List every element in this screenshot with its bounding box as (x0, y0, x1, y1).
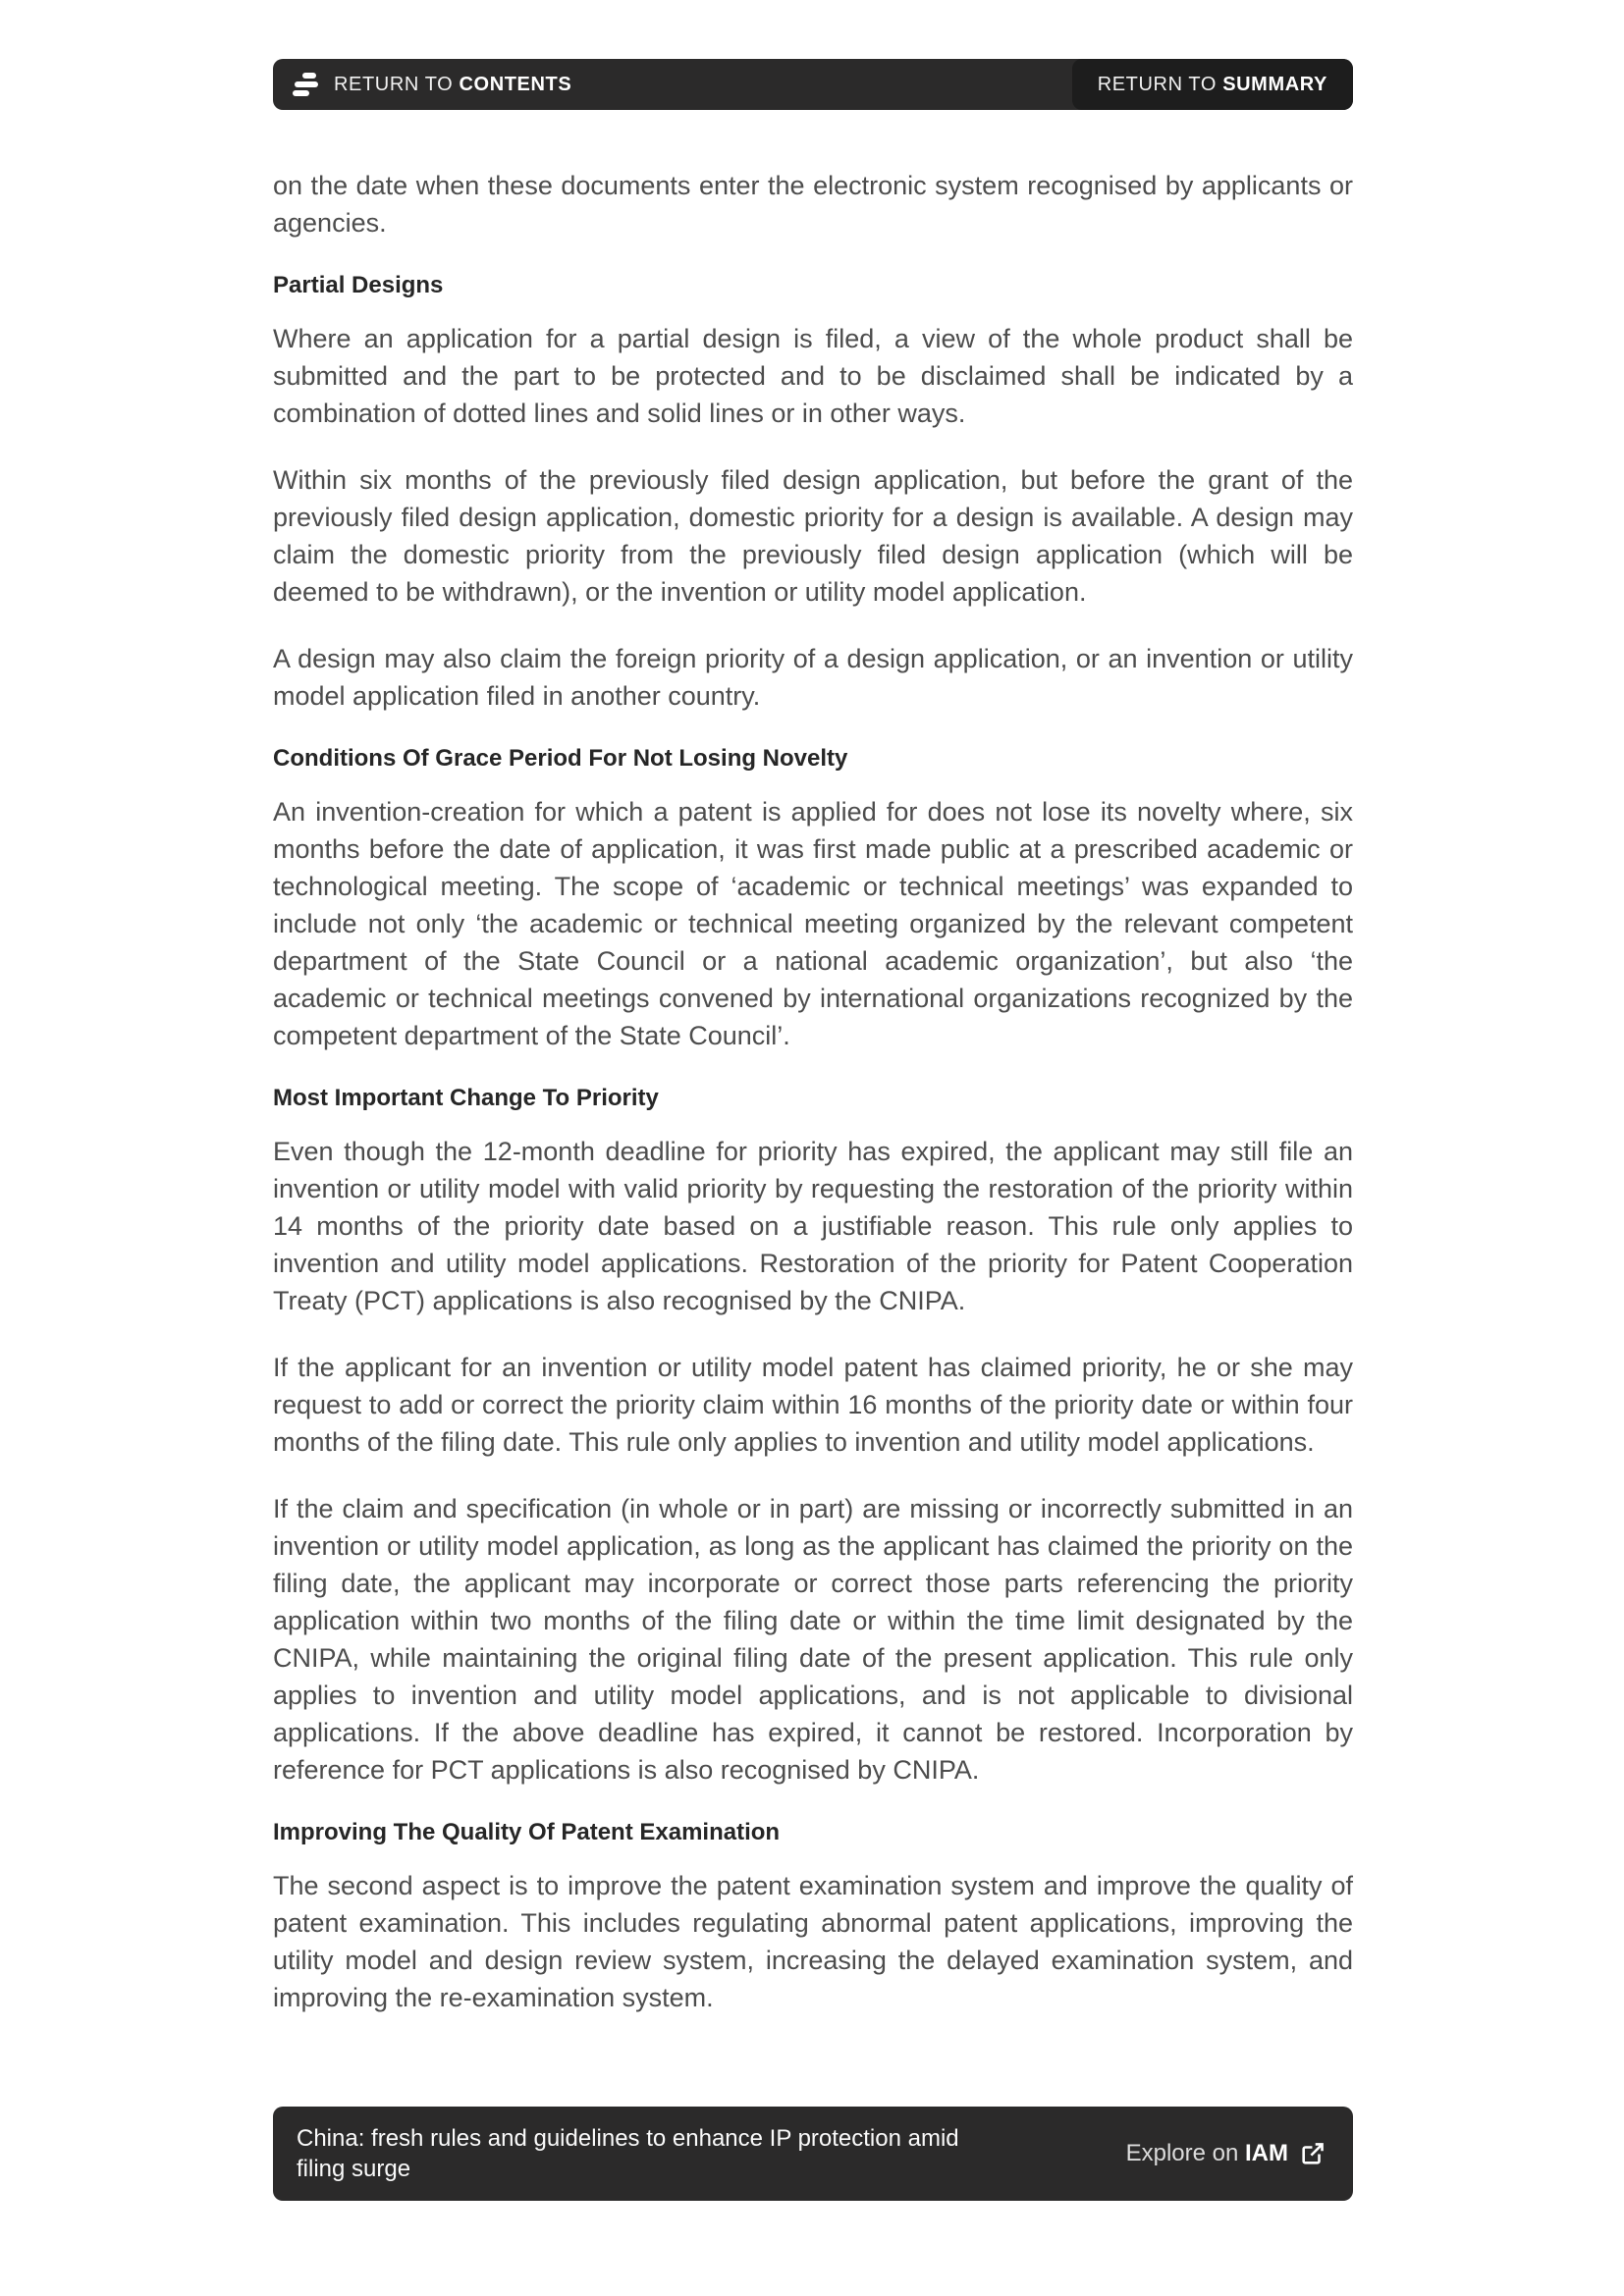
paragraph: Within six months of the previously filed design application, but before the grant of the previously filed design application, domestic priority for a design is available. A design may claim the domestic priority from the previously filed design application (which will be deemed to be withdrawn), or the invention or utility model application. (273, 465, 1353, 607)
section-heading: Conditions Of Grace Period For Not Losing Novelty (273, 745, 848, 772)
article (273, 110, 1353, 2016)
paragraph: The second aspect is to improve the patent examination system and improve the quality of patent examination. This includes regulating abnormal patent applications, improving the utility model and design review system, increasing the delayed examination system, and improving the re-examination system. (273, 1871, 1353, 2012)
paragraph: A design may also claim the foreign priority of a design application, or an invention or utility model application filed in another country. (273, 644, 1353, 711)
section-heading: Most Important Change To Priority (273, 1085, 659, 1111)
paragraph: If the claim and specification (in whole or in part) are missing or incorrectly submitted in an invention or utility model application, as long as the applicant has claimed the priority on the filing date, the applicant may incorporate or correct those parts referencing the priority application within two months of the filing date or within the time limit designated by the CNIPA, while maintaining the original filing date of the present application. This rule only applies to invention and utility model applications, and is not applicable to divisional applications. If the above deadline has expired, it cannot be restored. Incorporation by reference for PCT applications is also recognised by CNIPA. (273, 1494, 1353, 1785)
return-to-contents-link[interactable] (293, 73, 571, 96)
paragraph: on the date when these documents enter the electronic system recognised by applicants or agencies. (273, 171, 1353, 238)
contents-bars-icon (293, 73, 318, 96)
return-to-summary-label: RETURN TO SUMMARY (1097, 73, 1327, 95)
paragraph: Where an application for a partial design is filed, a view of the whole product shall be submitted and the part to be protected and to be disclaimed shall be indicated by a combination of dotted lines and solid lines or in other ways. (273, 324, 1353, 428)
return-to-summary-button[interactable] (1072, 59, 1353, 110)
top-nav-bar (273, 59, 1353, 110)
section-heading: Improving The Quality Of Patent Examination (273, 1819, 781, 1845)
section-heading: Partial Designs (273, 272, 444, 298)
article-title: China: fresh rules and guidelines to enhance IP protection amid filing surge (297, 2125, 959, 2182)
paragraph: An invention-creation for which a patent is applied for does not lose its novelty where, six months before the date of application, it was first made public at a prescribed academic or technological meeting. The scope of ‘academic or technical meetings’ was expanded to include not only ‘the academic or technical meeting organized by the relevant competent department of the State Council or a national academic organization’, but also ‘the academic or technical meetings convened by international organizations recognized by the competent department of the State Council’. (273, 797, 1353, 1050)
paragraph: Even though the 12-month deadline for priority has expired, the applicant may still file an invention or utility model with valid priority by requesting the restoration of the priority within 14 months of the priority date based on a justifiable reason. This rule only applies to invention and utility model applications. Restoration of the priority for Patent Cooperation Treaty (PCT) applications is also recognised by the CNIPA. (273, 1137, 1353, 1315)
explore-on-iam-label: Explore on IAM (1125, 2140, 1288, 2166)
explore-on-iam-link[interactable] (1126, 2140, 1326, 2167)
return-to-contents-label: RETURN TO CONTENTS (334, 73, 572, 95)
paragraph: If the applicant for an invention or utility model patent has claimed priority, he or she may request to add or correct the priority claim within 16 months of the priority date or within four months of the filing date. This rule only applies to invention and utility model applications. (273, 1353, 1353, 1457)
external-link-icon (1300, 2141, 1326, 2166)
bottom-bar (273, 2107, 1353, 2201)
